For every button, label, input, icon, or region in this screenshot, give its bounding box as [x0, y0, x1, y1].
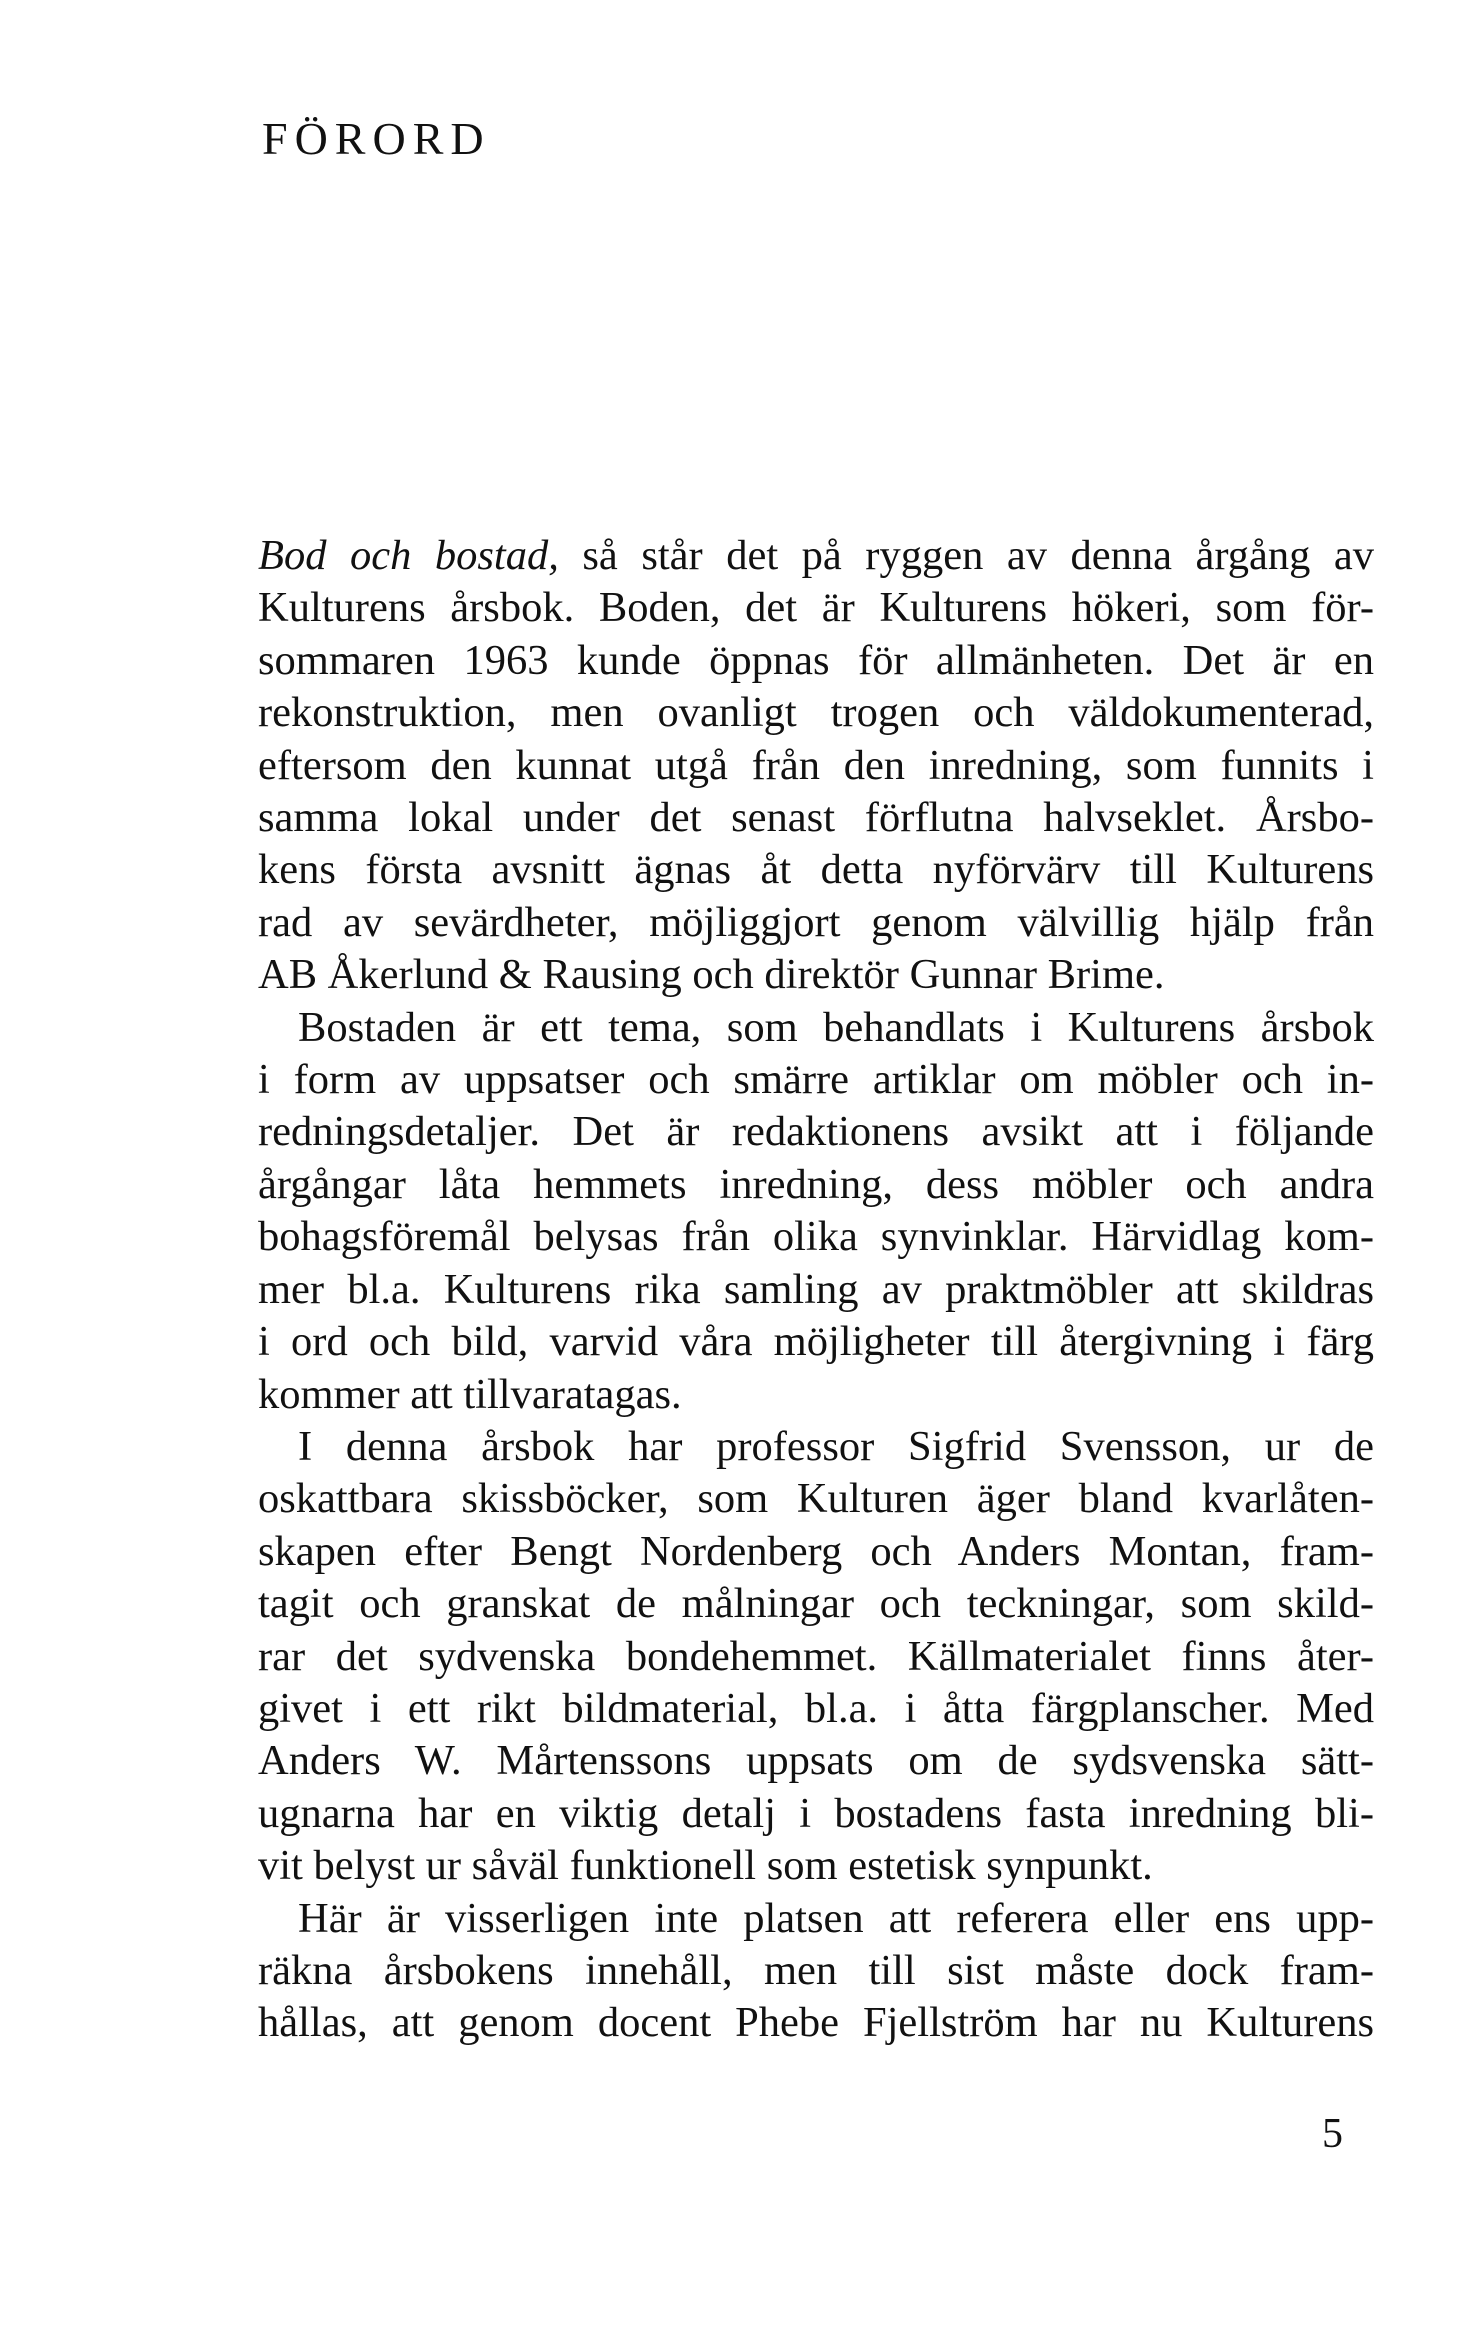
text-line	[258, 1683, 1374, 1735]
text-line	[258, 740, 1374, 792]
line-text: räkna årsbokens innehåll, men till sist måste dock fram-	[258, 1946, 1374, 1994]
italic-title: Bod och bostad,	[258, 532, 559, 579]
line-text: ugnarna har en viktig detalj i bostadens fasta inredning bli-	[258, 1789, 1374, 1837]
body-text	[258, 530, 1374, 2050]
text-line	[258, 530, 1374, 582]
line-text: eftersom den kunnat utgå från den inredning, som funnits i	[258, 741, 1374, 789]
text-line	[258, 1054, 1374, 1106]
line-text: samma lokal under det senast förflutna halvseklet. Årsbo-	[258, 794, 1374, 842]
line-text: Anders W. Mårtenssons uppsats om de sydsvenska sätt-	[258, 1737, 1374, 1785]
text-line	[258, 949, 1374, 1001]
line-text: oskattbara skissböcker, som Kulturen äger bland kvarlåten-	[258, 1475, 1374, 1523]
line-text: hållas, att genom docent Phebe Fjellström har nu Kulturens	[258, 1999, 1374, 2047]
page-number: 5	[1322, 2111, 1343, 2157]
text-line	[258, 635, 1374, 687]
text-line	[258, 1893, 1374, 1945]
text-line	[258, 1369, 1374, 1421]
text-line	[258, 1945, 1374, 1997]
text-line	[258, 1735, 1374, 1787]
line-text: givet i ett rikt bildmaterial, bl.a. i åtta färgplanscher. Med	[258, 1684, 1374, 1732]
text-line	[258, 792, 1374, 844]
text-line	[258, 1264, 1374, 1316]
line-text: bohagsföremål belysas från olika synvinklar. Härvidlag kom-	[258, 1213, 1374, 1261]
text-line	[258, 1578, 1374, 1630]
line-text: i form av uppsatser och smärre artiklar om möbler och in-	[258, 1056, 1374, 1104]
text-line	[258, 1631, 1374, 1683]
text-line	[258, 844, 1374, 896]
line-text: så står det på ryggen av denna årgång av	[558, 532, 1374, 579]
text-line	[258, 1421, 1374, 1473]
line-text: sommaren 1963 kunde öppnas för allmänheten. Det är en	[258, 636, 1374, 684]
line-text: vit belyst ur såväl funktionell som estetisk synpunkt.	[258, 1842, 1153, 1890]
line-text: Bostaden är ett tema, som behandlats i Kulturens årsbok	[298, 1003, 1374, 1051]
text-line	[258, 1002, 1374, 1054]
text-line	[258, 1997, 1374, 2049]
text-line	[258, 582, 1374, 634]
line-text: tagit och granskat de målningar och teckningar, som skild-	[258, 1580, 1374, 1628]
page-title: FÖRORD	[262, 113, 491, 164]
text-line	[258, 1316, 1374, 1368]
text-line	[258, 1159, 1374, 1211]
line-text: skapen efter Bengt Nordenberg och Anders Montan, fram-	[258, 1527, 1374, 1575]
text-line	[258, 1106, 1374, 1158]
line-text: i ord och bild, varvid våra möjligheter till återgivning i färg	[258, 1318, 1374, 1366]
line-text: rekonstruktion, men ovanligt trogen och väldokumenterad,	[258, 689, 1374, 737]
text-line	[258, 1840, 1374, 1892]
text-line	[258, 687, 1374, 739]
line-text: rar det sydvenska bondehemmet. Källmaterialet finns åter-	[258, 1632, 1374, 1680]
line-text: kommer att tillvaratagas.	[258, 1370, 682, 1418]
text-line	[258, 1788, 1374, 1840]
line-text: I denna årsbok har professor Sigfrid Svensson, ur de	[298, 1422, 1374, 1470]
text-line	[258, 1211, 1374, 1263]
line-text: årgångar låta hemmets inredning, dess möbler och andra	[258, 1160, 1374, 1208]
line-text: kens första avsnitt ägnas åt detta nyförvärv till Kulturens	[258, 846, 1374, 894]
text-line	[258, 1526, 1374, 1578]
line-text: rad av sevärdheter, möjliggjort genom välvillig hjälp från	[258, 898, 1374, 946]
line-text: AB Åkerlund & Rausing och direktör Gunnar Brime.	[258, 951, 1165, 999]
line-text: Här är visserligen inte platsen att referera eller ens upp-	[298, 1894, 1374, 1942]
line-text: redningsdetaljer. Det är redaktionens avsikt att i följande	[258, 1108, 1374, 1156]
line-text: mer bl.a. Kulturens rika samling av praktmöbler att skildras	[258, 1265, 1374, 1313]
text-line	[258, 897, 1374, 949]
line-text: Kulturens årsbok. Boden, det är Kulturens hökeri, som för-	[258, 584, 1374, 632]
text-line	[258, 1473, 1374, 1525]
